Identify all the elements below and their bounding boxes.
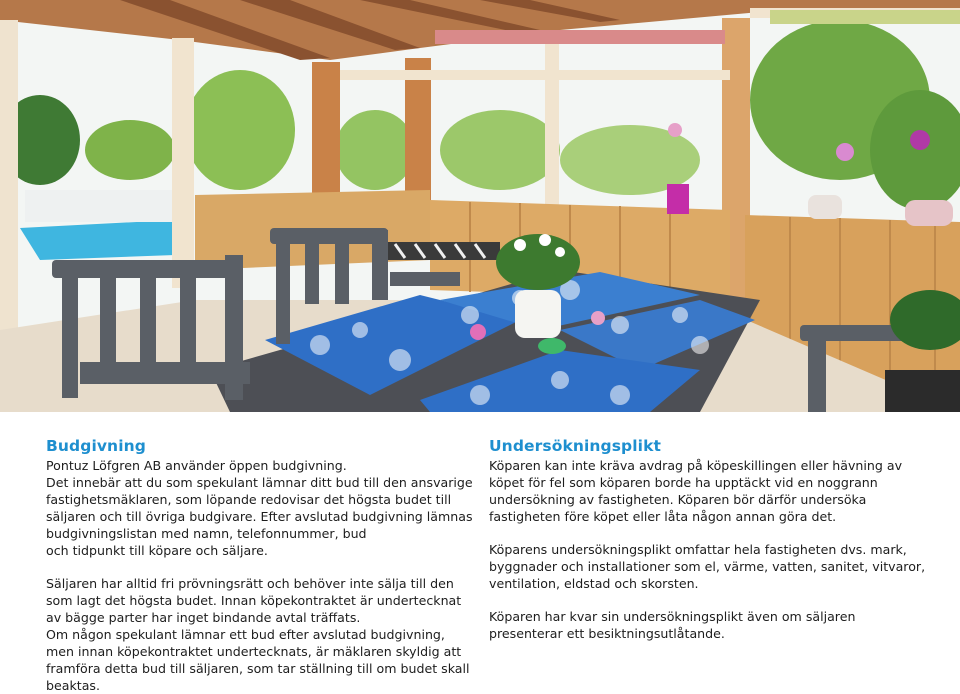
inspection-paragraph-2: Köparens undersökningsplikt omfattar hela fastigheten dvs. mark, byggnader och installationer som el, värme, vatten, sanitet, vitvaror, ventilation, eldstad och skorsten.: [489, 542, 926, 591]
inspection-duty-section: [489, 437, 929, 642]
bidding-heading: Budgivning: [46, 437, 146, 455]
spacer: [489, 592, 929, 608]
bidding-paragraph-2: Säljaren har alltid fri prövningsrätt och behöver inte sälja till den som lagt det högsta budet. Innan köpekontraktet är undertecknat av bägge parter har inget bindande avtal träffats. Om någon spekulant lämnar ett bud efter avslutad budgivning, men innan köpekontraktet undertecknats, är mäklaren skyldig att framföra detta bud till säljaren, som tar ställning till om budet skall beaktas.: [46, 576, 470, 693]
inspection-paragraph-1: Köparen kan inte kräva avdrag på köpeskillingen eller hävning av köpet för fel som köparen borde ha upptäckt vid en noggrann undersökning av fastigheten. Köparen bör därför undersöka fastigheten före köpet eller låta någon annan göra det.: [489, 458, 903, 524]
bidding-section: [46, 437, 476, 694]
spacer: [489, 525, 929, 541]
inspection-duty-heading: Undersökningsplikt: [489, 437, 661, 455]
bidding-paragraph-1: Pontuz Löfgren AB använder öppen budgivning. Det innebär att du som spekulant lämnar ditt bud till den ansvarige fastighetsmäklaren, som löpande redovisar det högsta budet till säljaren och till övriga budgivare. Efter avslutad budgivning lämnas budgivningslistan med namn, telefonnummer, bud och tidpunkt till köpare och säljare.: [46, 458, 473, 558]
spacer: [46, 559, 476, 575]
inspection-paragraph-3: Köparen har kvar sin undersökningsplikt även om säljaren presenterar ett besiktningsutlåtande.: [489, 609, 856, 641]
